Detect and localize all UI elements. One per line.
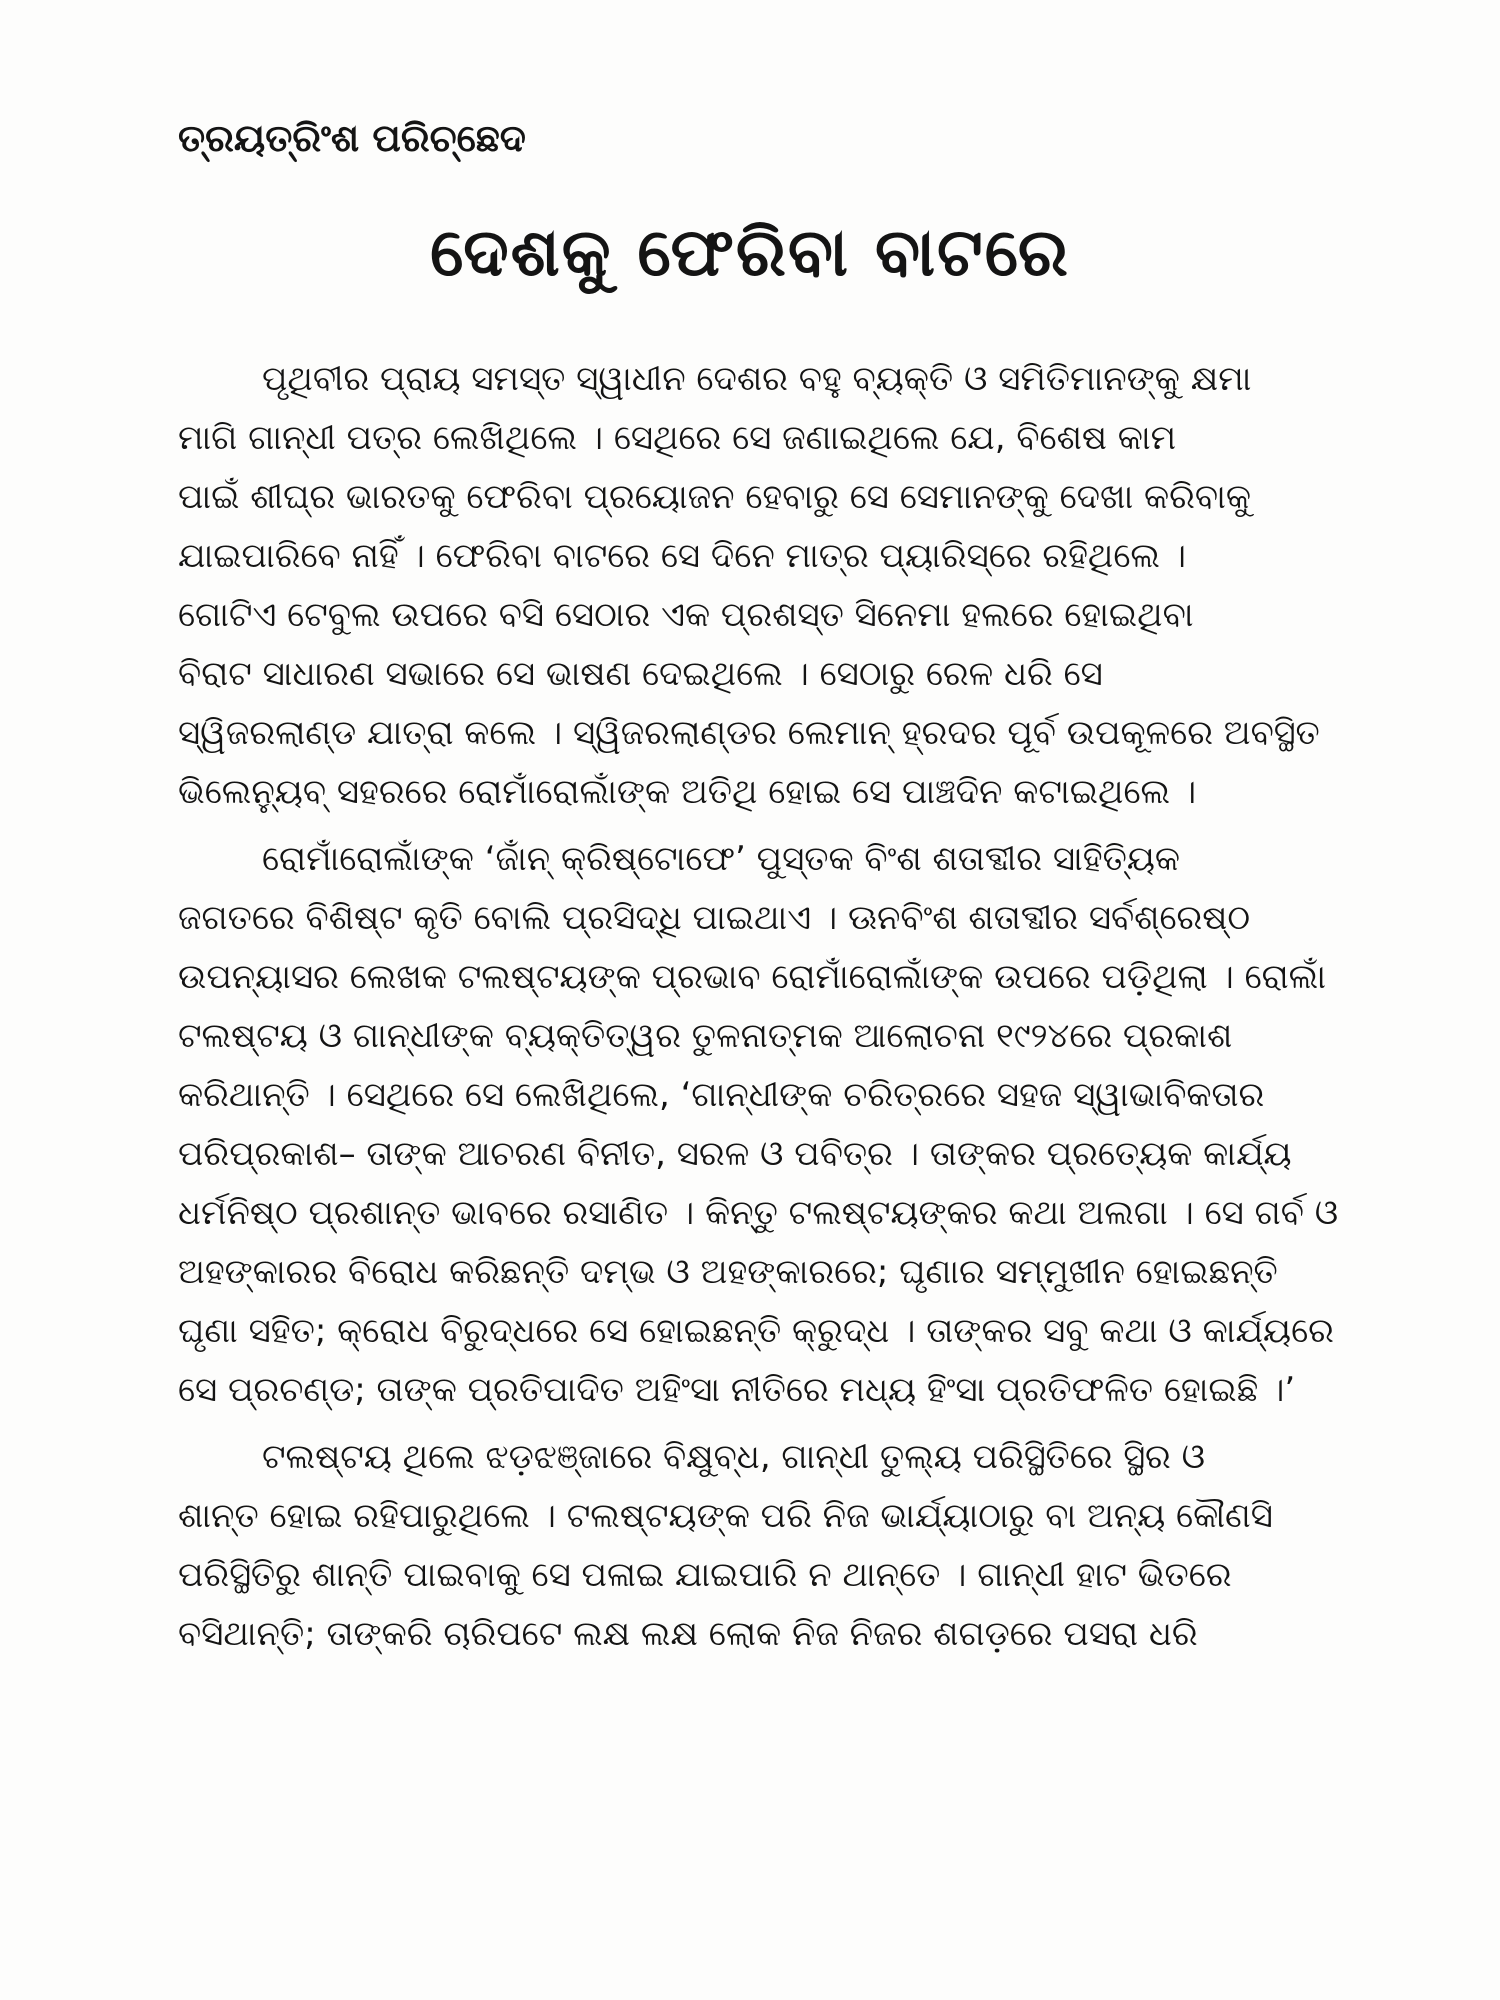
text-line: ବିରାଟ ସାଧାରଣ ସଭାରେ ସେ ଭାଷଣ ଦେଇଥିଲେ । ସେଠାରୁ ରେଳ ଧରି ସେ (178, 654, 1103, 694)
chapter-label: ତ୍ରୟତ୍ରିଂଶ ପରିଚ୍ଛେଦ (178, 116, 526, 160)
body-text (178, 350, 1353, 1664)
paragraph-2 (178, 830, 1353, 1420)
text-line: କରିଥାନ୍ତି । ସେଥିରେ ସେ ଲେଖିଥିଲେ, ‘ଗାନ୍ଧୀଙ୍କ ଚରିତ୍ରରେ ସହଜ ସ୍ୱାଭାବିକତାର (178, 1075, 1265, 1115)
text-line: ଗୋଟିଏ ଟେବୁଲ ଉପରେ ବସି ସେଠାର ଏକ ପ୍ରଶସ୍ତ ସିନେମା ହଲରେ ହୋଇଥିବା (178, 595, 1194, 635)
text-line: ସ୍ୱିଜରଲାଣ୍ଡ ଯାତ୍ରା କଲେ । ସ୍ୱିଜରଲାଣ୍ଡର ଲେମାନ୍ ହ୍ରଦର ପୂର୍ବ ଉପକୂଳରେ ଅବସ୍ଥିତ (178, 713, 1320, 753)
text-line: ଶାନ୍ତ ହୋଇ ରହିପାରୁଥିଲେ । ଟଲଷ୍ଟୟଙ୍କ ପରି ନିଜ ଭାର୍ଯ୍ୟାଠାରୁ ବା ଅନ୍ୟ କୌଣସି (178, 1496, 1273, 1536)
paragraph-1 (178, 350, 1353, 822)
text-line: ମାଗି ଗାନ୍ଧୀ ପତ୍ର ଲେଖିଥିଲେ । ସେଥିରେ ସେ ଜଣାଇଥିଲେ ଯେ, ବିଶେଷ କାମ (178, 418, 1177, 458)
text-line: ଧର୍ମନିଷ୍ଠ ପ୍ରଶାନ୍ତ ଭାବରେ ରସାଣିତ । କିନ୍ତୁ ଟଲଷ୍ଟୟଙ୍କର କଥା ଅଲଗା । ସେ ଗର୍ବ ଓ (178, 1193, 1339, 1233)
text-line: ଭିଲେନ୍ୟୁବ୍ ସହରରେ ରୋମାଁରୋଲାଁଙ୍କ ଅତିଥି ହୋଇ ସେ ପାଞ୍ଚଦିନ କଟାଇଥିଲେ । (178, 772, 1197, 812)
text-line: ଅହଙ୍କାରର ବିରୋଧ କରିଛନ୍ତି ଦମ୍ଭ ଓ ଅହଙ୍କାରରେ; ଘୃଣାର ସମ୍ମୁଖୀନ ହୋଇଛନ୍ତି (178, 1252, 1278, 1292)
text-line: ସେ ପ୍ରଚଣ୍ଡ; ତାଙ୍କ ପ୍ରତିପାଦିତ ଅହିଂସା ନୀତିରେ ମଧ୍ୟ ହିଂସା ପ୍ରତିଫଳିତ ହୋଇଛି ।’ (178, 1370, 1296, 1410)
text-line: ପରିସ୍ଥିତିରୁ ଶାନ୍ତି ପାଇବାକୁ ସେ ପଳାଇ ଯାଇପାରି ନ ଥାନ୍ତେ । ଗାନ୍ଧୀ ହାଟ ଭିତରେ (178, 1555, 1232, 1595)
text-line: ପାଇଁ ଶୀଘ୍ର ଭାରତକୁ ଫେରିବା ପ୍ରୟୋଜନ ହେବାରୁ ସେ ସେମାନଙ୍କୁ ଦେଖା କରିବାକୁ (178, 477, 1251, 517)
chapter-title: ଦେଶକୁ ଫେରିବା ବାଟରେ (430, 214, 1070, 291)
text-line: ପରିପ୍ରକାଶ– ତାଙ୍କ ଆଚରଣ ବିନୀତ, ସରଳ ଓ ପବିତ୍ର । ତାଙ୍କର ପ୍ରତ୍ୟେକ କାର୍ଯ୍ୟ (178, 1134, 1292, 1174)
text-line: ଟଲଷ୍ଟୟ ଥିଲେ ଝଡ଼ଝଞ୍ଜାରେ ବିକ୍ଷୁବ୍ଧ, ଗାନ୍ଧୀ ତୁଲ୍ୟ ପରିସ୍ଥିତିରେ ସ୍ଥିର ଓ (262, 1437, 1206, 1477)
text-line: ପୃଥିବୀର ପ୍ରାୟ ସମସ୍ତ ସ୍ୱାଧୀନ ଦେଶର ବହୁ ବ୍ୟକ୍ତି ଓ ସମିତିମାନଙ୍କୁ କ୍ଷମା (262, 359, 1252, 399)
text-line: ଉପନ୍ୟାସର ଲେଖକ ଟଲଷ୍ଟୟଙ୍କ ପ୍ରଭାବ ରୋମାଁରୋଲାଁଙ୍କ ଉପରେ ପଡ଼ିଥିଲା । ରୋଲାଁ (178, 957, 1327, 997)
text-line: ଯାଇପାରିବେ ନାହିଁ । ଫେରିବା ବାଟରେ ସେ ଦିନେ ମାତ୍ର ପ୍ୟାରିସ୍‌ରେ ରହିଥିଲେ । (178, 536, 1187, 576)
text-line: ଜଗତରେ ବିଶିଷ୍ଟ କୃତି ବୋଲି ପ୍ରସିଦ୍ଧି ପାଇଥାଏ । ଊନବିଂଶ ଶତାବ୍ଦୀର ସର୍ବଶ୍ରେଷ୍ଠ (178, 898, 1251, 938)
text-line: ଘୃଣା ସହିତ; କ୍ରୋଧ ବିରୁଦ୍ଧରେ ସେ ହୋଇଛନ୍ତି କ୍ରୁଦ୍ଧ । ତାଙ୍କର ସବୁ କଥା ଓ କାର୍ଯ୍ୟରେ (178, 1311, 1334, 1351)
text-line: ବସିଥାନ୍ତି; ତାଙ୍କରି ଚାରିପଟେ ଲକ୍ଷ ଲକ୍ଷ ଲୋକ ନିଜ ନିଜର ଶଗଡ଼ରେ ପସରା ଧରି (178, 1614, 1198, 1654)
text-line: ରୋମାଁରୋଲାଁଙ୍କ ‘ଜାଁନ୍ କ୍ରିଷ୍ଟୋଫେ’ ପୁସ୍ତକ ବିଂଶ ଶତାବ୍ଦୀର ସାହିତ୍ୟିକ (262, 839, 1180, 879)
text-line: ଟଲଷ୍ଟୟ ଓ ଗାନ୍ଧୀଙ୍କ ବ୍ୟକ୍ତିତ୍ୱର ତୁଳନାତ୍ମକ ଆଲୋଚନା ୧୯୨୪ରେ ପ୍ରକାଶ (178, 1016, 1233, 1056)
paragraph-3 (178, 1428, 1353, 1664)
